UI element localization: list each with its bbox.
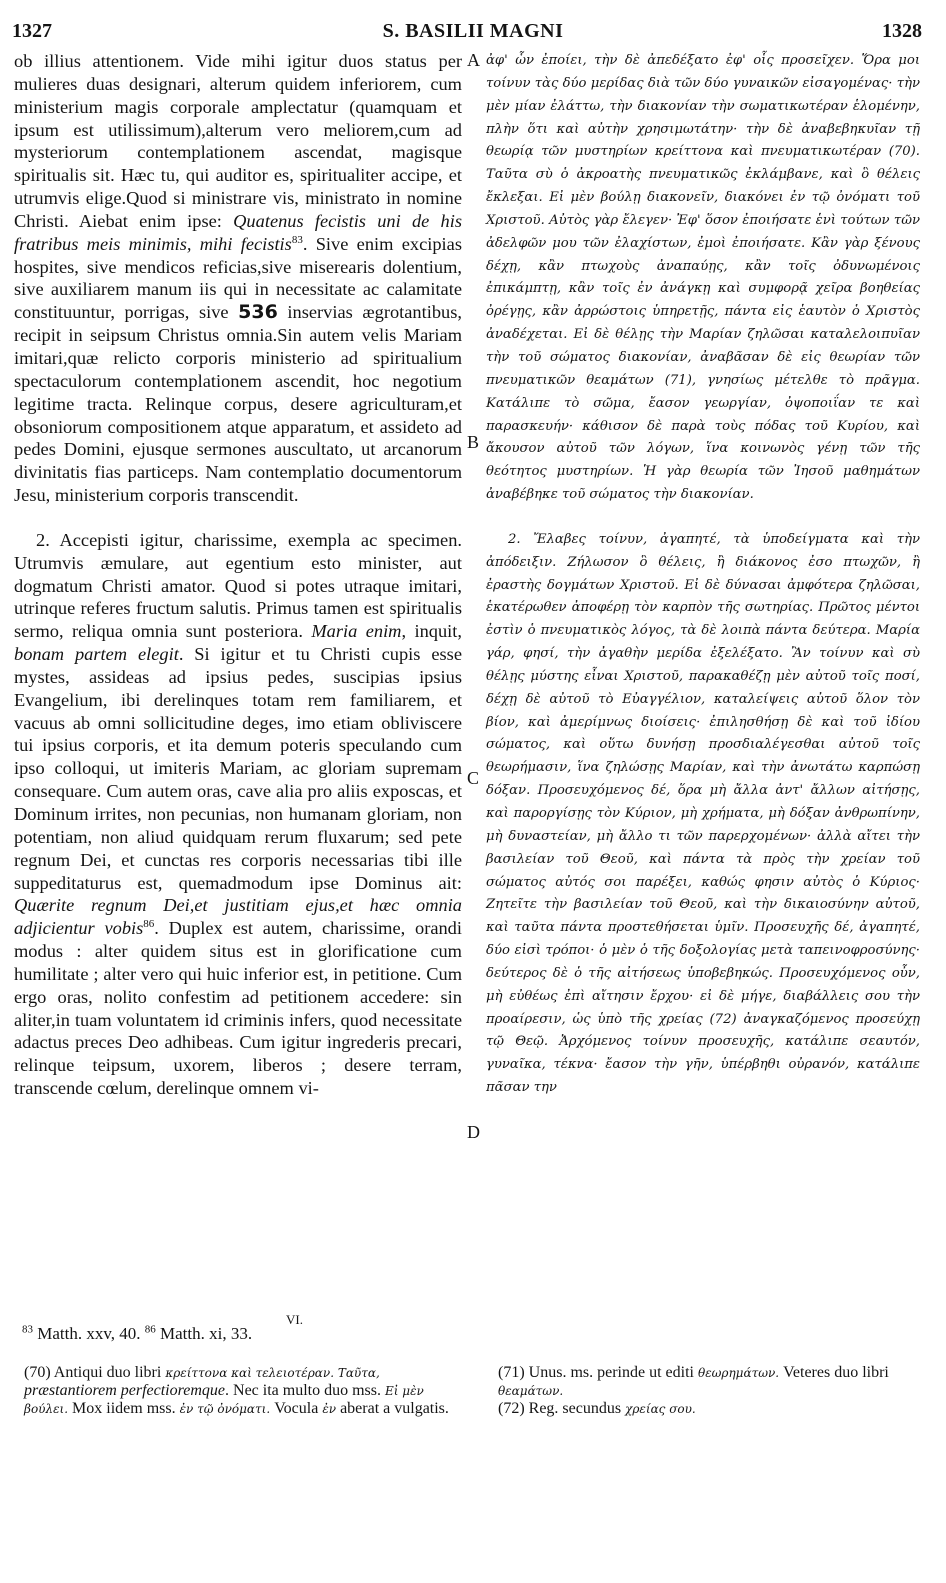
page-number-left: 1327 — [12, 20, 52, 42]
scripture-quote: Quatenus fecistis uni de his fratribus meis minimis, mihi fecistis — [14, 210, 463, 254]
latin-paragraph-2: 2. Accepisti igitur, charissime, exempla ac specimen. Utrumvis æmulare, aut egentium esto minister, aut dogmatum Christi amator. Quod si potes utraque imitari, utrinque referes fructum salutis. Primus tamen est spiritualis sermo, reliqua omnia sunt posteriora. Maria enim, inquit, bonam partem elegit. Si igitur et tu Christi cupis esse mystes, assideas ad ipsius pedes, suscipias ipsius Evangelium, ibi derelinques totam rem familiarem, et vacuus ab omni sollicitudine deges, imo etiam obliviscere tui ipsius corporis, et ita demum poteris speculando cum ipso colloqui, ut imiteris Mariam, ac gloriam supremam consequare. Cum autem oras, cave alia pro aliis exposcas, et Dominum irrites, non pecunias, non humanam gloriam, non potentiam, non aliud quidquam rerum fluxarum; sed pete regnum Dei, et cunctas res corporis necessarias tibi ille suppeditaturus est, quemadmodum ipse Dominus ait: Quærite regnum Dei,et justitiam ejus,et hæc omnia adjicientur vobis$^{86}$. Duplex est autem, charissime, orandi modus : alter quidem situs est in glorificatione cum humilitate ; alter vero qui huic inferior est, in petitione. Cum ergo oras, nolito confestim ad petitionem accedere: sin aliter,in tuam voluntatem id criminis infers, quod necessitate adactus preces Deo adhibeas. Cum igitur ingrederis precari, relinque teipsum, uxorem, liberos ; desere terram, transcende cœlum, derelinque omnem vi- — [14, 529, 462, 1099]
greek-column — [486, 50, 920, 1100]
latin-column — [14, 50, 462, 1100]
notes-left — [24, 1364, 464, 1418]
note-71: (71) Unus. ms. perinde ut editi θεωρημάτων. Veteres duo libri θεαμάτων. — [498, 1364, 889, 1398]
footnote-ref: 86 — [143, 918, 155, 931]
page-number-right: 1328 — [882, 20, 922, 42]
note-70: (70) Antiqui duo libri κρείττονα καὶ τελειοτέραν. Ταῦτα, præstantiorem perfectioremque. Nec ita multo duo mss. Εἰ μὲν βούλει. Mox iidem mss. ἐν τῷ ὀνόματι. Vocula ἐν aberat a vulgatis. — [24, 1364, 449, 1417]
margin-letter-c: C — [467, 768, 480, 788]
footnote-ref: 83 — [291, 233, 303, 246]
margin-letter-d: D — [467, 1122, 480, 1142]
notes-right — [498, 1364, 918, 1418]
scripture-quote: Quærite regnum Dei,et justitiam ejus,et hæc omnia adjicientur vobis — [14, 895, 462, 939]
page-header — [0, 20, 946, 50]
margin-letter-b: B — [467, 432, 480, 452]
margin-letter-a: A — [467, 50, 480, 70]
scripture-footnotes: $^{83}$ Matth. xxv, 40. $^{86}$ Matth. xi, 33. — [22, 1323, 253, 1343]
greek-paragraph-1: ἀφ' ὧν ἐποίει, τὴν δὲ ἀπεδέξατο ἐφ' οἷς προσεῖχεν. Ὅρα μοι τοίνυν τὰς δύο μερίδας διὰ τῶν δύο γυναικῶν εἰσαγομένας· τὴν μὲν μίαν ἐλάττω, τὴν διακονίαν τὴν σωματικωτέραν ἑλομένην, πλὴν ὅτι καὶ αὐτὴν χρησιμωτάτην· τὴν δὲ ἀναβεβηκυῖαν τῇ θεωρίᾳ τῶν μυστηρίων κρείττονα καὶ πνευματικωτέραν (70). Ταῦτα σὺ ὁ ἀκροατὴς πνευματικῶς ἐκλάμβανε, καὶ ὃ θέλεις ἔκλεξαι. Εἰ μὲν βούλῃ διακονεῖν, διακόνει ἐν τῷ ὀνόματι τοῦ Χριστοῦ. Αὐτὸς γὰρ ἔλεγεν· Ἐφ' ὅσον ἐποιήσατε ἑνὶ τούτων τῶν ἀδελφῶν μου τῶν ἐλαχίστων, ἐμοὶ ἐποιήσατε. Κἂν γὰρ ξένους δέχῃ, κἂν πτωχοὺς ἀναπαύῃς, κἂν τοῖς ὀδυνωμένοις ἐπικάμπτῃ, κἂν τοῖς ἐν ἀνάγκῃ καὶ συμφορᾷ χεῖρα βοηθείας ὀρέγῃς, κἂν ἀρρώστοις ὑπηρετῇς, πάντα εἰς ἑαυτὸν ὁ Χριστὸς ἀναδέχεται. Εἰ δὲ θέλῃς τὴν Μαρίαν ζηλῶσαι καταλελοιπυῖαν τὴν τοῦ σώματος διακονίαν, ἀναβᾶσαν δὲ εἰς θεωρίαν τῶν πνευματικῶν θεαμάτων (71), γνησίως μέτελθε τὸ πρᾶγμα. Κατάλιπε τὸ σῶμα, ἔασον γεωργίαν, ὀψοποιΐαν τε καὶ παρασκευήν· κάθισον δὲ παρὰ τοὺς πόδας τοῦ Κυρίου, καὶ ἄκουσον αὐτοῦ τῶν λόγων, ἵνα κοινωνὸς γένῃ τῶν τῆς θεότητος μυστηρίων. Ἡ γὰρ θεωρία τῶν Ἰησοῦ μαθημάτων ἀναβέβηκε τοῦ σώματος τὴν διακονίαν. — [486, 53, 920, 503]
running-title: S. BASILII MAGNI — [382, 20, 564, 42]
greek-paragraph-2: 2. Ἔλαβες τοίνυν, ἀγαπητέ, τὰ ὑποδείγματα καὶ τὴν ἀπόδειξιν. Ζήλωσον ὃ θέλεις, ἢ διάκονος ἐσο πτωχῶν, ἢ ἐραστὴς δογμάτων Χριστοῦ. Εἰ δὲ δύνασαι ἀμφότερα ζηλῶσαι, ἑκατέρωθεν ἀποφέρῃ τὸν καρπὸν τῆς σωτηρίας. Πρῶτος μέντοι ἐστὶν ὁ πνευματικὸς λόγος, τὰ δὲ λοιπὰ πάντα δεύτερα. Μαρία γάρ, φησί, τὴν ἀγαθὴν μερίδα ἐξελέξατο. Ἂν τοίνυν καὶ σὺ θέλῃς μύστης εἶναι Χριστοῦ, παρακαθέζῃ μὲν αὐτοῦ τοῖς ποσί, δέχῃ δὲ αὐτοῦ τὸ Εὐαγγέλιον, καταλείψεις αὐτοῦ ὅλον τὸν βίον, καὶ ἀμερίμνως διοίσεις· ἐπιλησθήσῃ δὲ καὶ τοῦ ἰδίου σώματος, καὶ οὕτω δυνήσῃ προσδιαλέγεσθαι αὐτοῦ τοῖς θεωρήμασιν, ἵνα ζηλώσῃς Μαρίαν, καὶ τὴν ἀνωτάτω καρπώσῃ δόξαν. Προσευχόμενος δέ, ὅρα μὴ ἄλλα ἀντ' ἄλλων αἰτήσῃς, καὶ παροργίσῃς τὸν Κύριον, μὴ χρήματα, μὴ δόξαν ἀνθρωπίνην, μὴ δυναστείαν, μὴ ἄλλο τι τῶν παρερχομένων· ἀλλὰ αἴτει τὴν βασιλείαν τοῦ Θεοῦ, καὶ πάντα τὰ πρὸς τὴν χρείαν τοῦ σώματος αὐτός σοι παρέξει, καθώς φησιν αὐτὸς ὁ Κύριος· Ζητεῖτε τὴν βασιλείαν τοῦ Θεοῦ, καὶ τὴν δικαιοσύνην αὐτοῦ, καὶ ταῦτα πάντα προστεθήσεται ὑμῖν. Προσευχῆς δέ, ἀγαπητέ, δύο εἰσὶ τρόποι· ὁ μὲν ὁ τῆς δοξολογίας μετὰ ταπεινοφροσύνης· δεύτερος δὲ ὁ τῆς αἰτήσεως ὑποβεβηκώς. Προσευχόμενος οὖν, μὴ εὐθέως ἐπὶ αἴτησιν ἔρχου· εἰ δὲ μήγε, διαβάλλεις σου τὴν προαίρεσιν, ὡς ὑπὸ τῆς χρείας (72) ἀναγκαζόμενος προσεύχῃ τῷ Θεῷ. Ἀρχόμενος τοίνυν προσευχῆς, κατάλιπε σεαυτόν, γυναῖκα, τέκνα· ἔασον τὴν γῆν, ὑπέρβηθι οὐρανόν, κατάλιπε πᾶσαν την — [486, 531, 920, 1096]
column-number: 536 — [238, 301, 278, 324]
signature-mark: VI. — [286, 1312, 303, 1327]
latin-paragraph-1: ob illius attentionem. Vide mihi igitur duos status per mulieres duas designari, alterum quidem inferiorem, cum ministerium magis corporale amplectatur (quamquam et ipsum est utilissimum),alterum vero meliorem,cum ad mysteriorum contemplationem ascendat, magisque spiritualis sit. Hæc tu, qui auditor es, spiritualiter accipe, et utrumvis elige.Quod si ministrare vis, ministrato in nomine Christi. Aiebat enim ipse: Quatenus fecistis uni de his fratribus meis minimis, mihi fecistis$^{83}$. Sive enim excipias hospites, sive mendicos reficias,sive miserearis dolentium, sive auxiliarem manum iis qui in necessitate ac calamitate constituuntur, porrigas, sive 536 inservias ægrotantibus, recipit in seipsum Christus omnia.Sin autem velis Mariam imitari,quæ relicto corporis ministerio ad spiritualium spectaculorum contemplationem ascendit, hoc negotium legitime tracta. Relinque corpus, desere agriculturam,et obsoniorum compositionem atque apparatum, et assideto ad pedes Domini, ejusque sermones auscultato, ut arcanorum divinitatis fias particeps. Nam contemplatio documentorum Jesu, ministerium corporis transcendit. — [14, 51, 463, 506]
note-72: (72) Reg. secundus χρείας σου. — [498, 1400, 696, 1417]
